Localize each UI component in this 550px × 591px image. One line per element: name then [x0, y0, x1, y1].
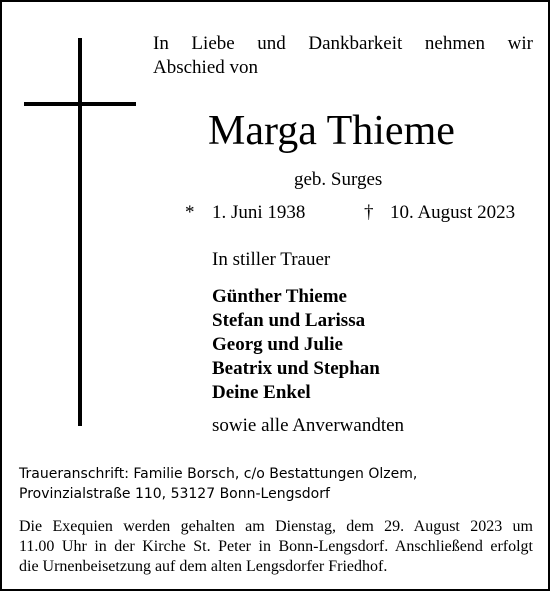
intro-line-1: In Liebe und Dankbarkeit nehmen wir	[153, 33, 533, 54]
mourners-list	[212, 285, 380, 405]
address-line-1: Traueranschrift: Familie Borsch, c/o Bestattungen Olzem,	[19, 466, 418, 482]
cross-horizontal-bar	[24, 102, 136, 106]
intro-line-2: Abschied von	[153, 57, 259, 78]
birth-star-icon: *	[185, 202, 195, 223]
mourner-item: Deine Enkel	[212, 382, 311, 403]
exequies-text	[19, 517, 533, 577]
death-dagger-icon: †	[364, 202, 374, 223]
deceased-name: Marga Thieme	[208, 108, 455, 154]
relatives-label: sowie alle Anverwandten	[212, 415, 405, 436]
exequies-line-3: die Urnenbeisetzung auf dem alten Lengsdorfer Friedhof.	[19, 558, 388, 575]
exequies-line-2: 11.00 Uhr in der Kirche St. Peter in Bonn-Lengsdorf. Anschließend erfolgt	[19, 538, 533, 555]
intro-text	[153, 32, 533, 80]
life-dates	[185, 201, 515, 225]
maiden-name: geb. Surges	[294, 169, 383, 190]
address-line-2: Provinzialstraße 110, 53127 Bonn-Lengsdorf	[19, 486, 330, 502]
mourner-item: Georg und Julie	[212, 334, 343, 355]
mourning-address	[19, 464, 417, 504]
birth-date: 1. Juni 1938	[212, 202, 306, 223]
exequies-line-1: Die Exequien werden gehalten am Dienstag, dem 29. August 2023 um	[19, 518, 533, 535]
death-date: 10. August 2023	[390, 202, 516, 223]
mourning-label: In stiller Trauer	[212, 249, 331, 270]
cross-vertical-bar	[78, 38, 82, 426]
mourner-item: Beatrix und Stephan	[212, 358, 380, 379]
mourner-item: Günther Thieme	[212, 286, 347, 307]
mourner-item: Stefan und Larissa	[212, 310, 366, 331]
